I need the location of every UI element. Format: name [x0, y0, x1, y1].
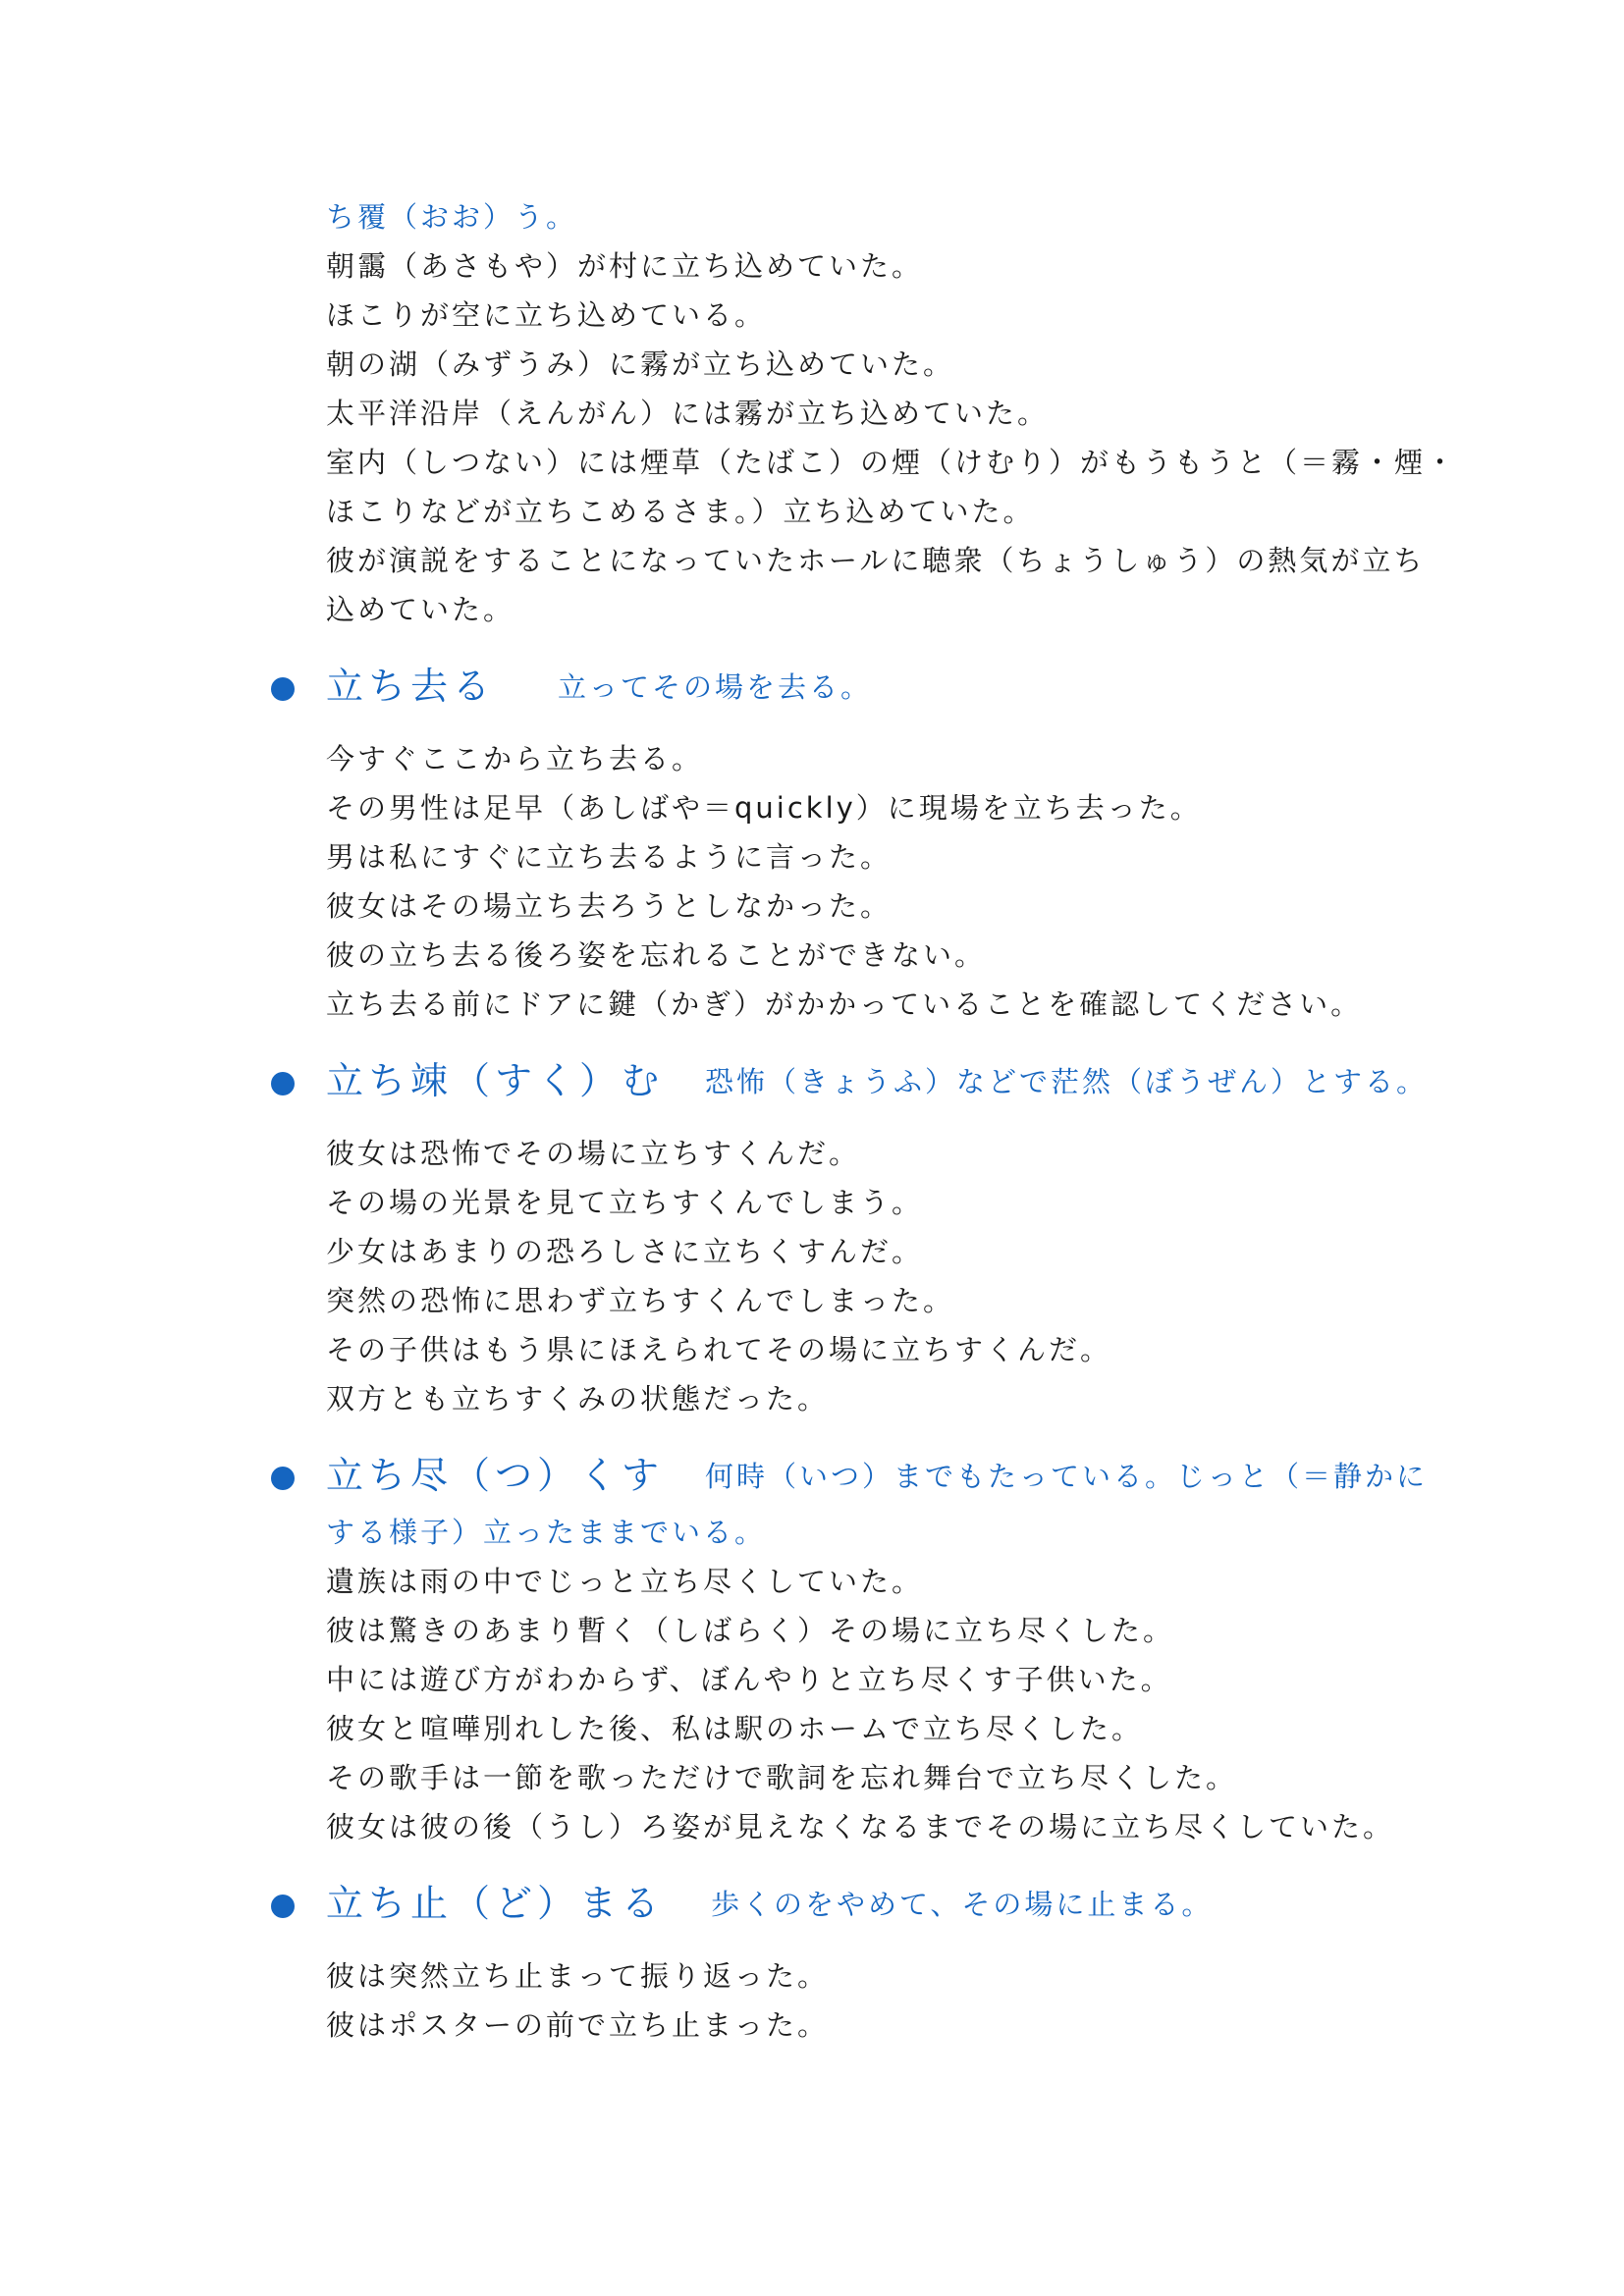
document-body: [326, 192, 1458, 2050]
entry-term: 立ち尽（つ）くす: [326, 1454, 665, 1497]
example-sentence: 立ち去る前にドアに鍵（かぎ）がかかっていることを確認してください。: [326, 988, 1363, 1021]
example-sentence: 遺族は雨の中でじっと立ち尽くしていた。: [326, 1565, 924, 1598]
example-sentence: その歌手は一節を歌っただけで歌詞を忘れ舞台で立ち尽くした。: [326, 1761, 1238, 1794]
example-sentence: その場の光景を見て立ちすくんでしまう。: [326, 1186, 924, 1219]
bullet-icon: [271, 677, 295, 701]
example-sentence: 中には遊び方がわからず、ぼんやりと立ち尽くす子供いた。: [326, 1663, 1172, 1696]
example-sentence: ほこりが空に立ち込めている。: [326, 298, 767, 332]
bullet-icon: [271, 1895, 295, 1918]
example-sentence: 彼女は恐怖でその場に立ちすくんだ。: [326, 1137, 861, 1170]
example-sentence: その男性は足早（あしばや＝quickly）に現場を立ち去った。: [326, 791, 1202, 825]
example-sentence: 彼は突然立ち止まって振り返った。: [326, 1959, 830, 1993]
entry-term: 立ち竦（すく）む: [326, 1059, 665, 1102]
example-sentence: 彼女はその場立ち去ろうとしなかった。: [326, 889, 893, 923]
entry-heading: [326, 1052, 1429, 1109]
entry-term: 立ち去る: [326, 665, 496, 708]
example-sentence: 太平洋沿岸（えんがん）には霧が立ち込めていた。: [326, 397, 1050, 430]
example-sentence: 室内（しつない）には煙草（たばこ）の煙（けむり）がもうもうと（＝霧・煙・: [326, 446, 1458, 479]
example-sentence: 双方とも立ちすくみの状態だった。: [326, 1382, 830, 1415]
entry-heading: [326, 658, 1426, 715]
bullet-icon: [271, 1467, 295, 1490]
example-sentence: 朝靄（あさもや）が村に立ち込めていた。: [326, 249, 924, 283]
example-sentence: 男は私にすぐに立ち去るように言った。: [326, 840, 893, 874]
bullet-icon: [271, 1072, 295, 1095]
example-sentence: 少女はあまりの恐ろしさに立ちくすんだ。: [326, 1235, 924, 1268]
example-sentence: 彼が演説をすることになっていたホールに聴衆（ちょうしゅう）の熱気が立ち: [326, 544, 1426, 577]
example-sentence: 今すぐここから立ち去る。: [326, 742, 704, 775]
example-sentence: 込めていた。: [326, 593, 515, 626]
entry-meaning: 歩くのをやめて、その場に止まる。: [711, 1888, 1214, 1921]
example-sentence: 朝の湖（みずうみ）に霧が立ち込めていた。: [326, 347, 955, 381]
entry-meaning: 恐怖（きょうふ）などで茫然（ぼうぜん）とする。: [705, 1065, 1429, 1098]
example-sentence: 彼の立ち去る後ろ姿を忘れることができない。: [326, 938, 987, 972]
example-sentence: 突然の恐怖に思わず立ちすくんでしまった。: [326, 1284, 955, 1317]
example-sentence: 彼はポスターの前で立ち止まった。: [326, 2008, 830, 2042]
entry-heading: [326, 1875, 1426, 1932]
entry-meaning: 立ってその場を去る。: [558, 670, 873, 704]
example-sentence: ほこりなどが立ちこめるさま。）立ち込めていた。: [326, 495, 1035, 528]
entry-heading: [326, 1447, 1429, 1504]
meaning-continuation: ち覆（おお）う。: [326, 200, 578, 234]
entry-meaning: 何時（いつ）までもたっている。じっと（＝静かに: [705, 1460, 1429, 1493]
example-sentence: 彼女と喧嘩別れした後、私は駅のホームで立ち尽くした。: [326, 1712, 1144, 1745]
example-sentence: 彼は驚きのあまり暫く（しばらく）その場に立ち尽くした。: [326, 1614, 1175, 1647]
entry-meaning-continuation: する様子）立ったままでいる。: [326, 1516, 767, 1549]
entry-term: 立ち止（ど）まる: [326, 1882, 665, 1925]
example-sentence: その子供はもう県にほえられてその場に立ちすくんだ。: [326, 1333, 1112, 1366]
example-sentence: 彼女は彼の後（うし）ろ姿が見えなくなるまでその場に立ち尽くしていた。: [326, 1810, 1395, 1843]
